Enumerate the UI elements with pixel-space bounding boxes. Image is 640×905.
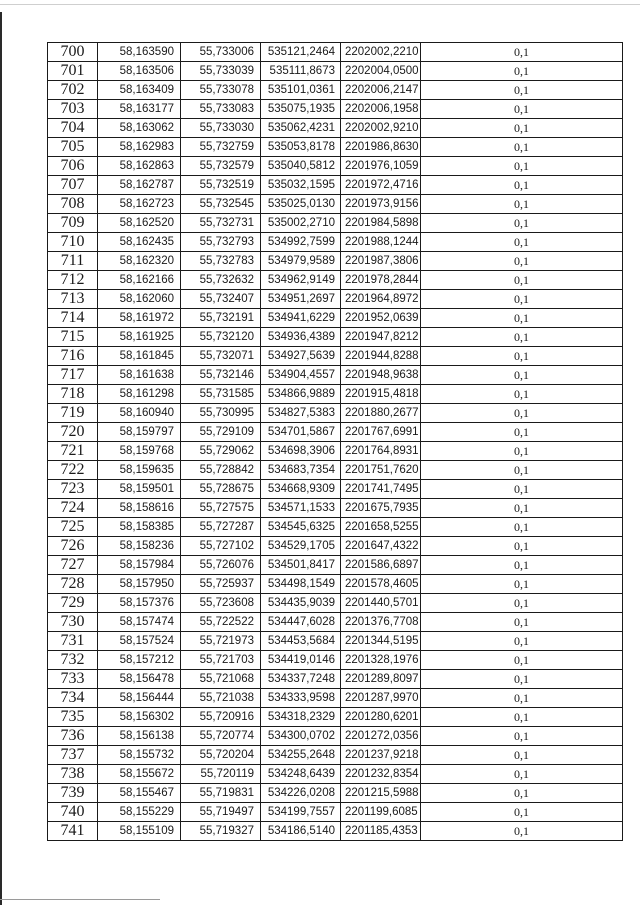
table-row bbox=[48, 632, 623, 651]
x-coordinate-cell: 535121,2464 bbox=[261, 43, 341, 62]
y-coordinate-cell: 2201647,4322 bbox=[341, 537, 421, 556]
point-number-cell: 707 bbox=[48, 176, 98, 195]
accuracy-cell: 0,1 bbox=[421, 537, 623, 556]
y-coordinate-cell: 2201915,4818 bbox=[341, 385, 421, 404]
latitude-cell: 58,161845 bbox=[98, 347, 181, 366]
point-number-cell: 712 bbox=[48, 271, 98, 290]
latitude-cell: 58,156478 bbox=[98, 670, 181, 689]
x-coordinate-cell: 535075,1935 bbox=[261, 100, 341, 119]
table-row bbox=[48, 575, 623, 594]
y-coordinate-cell: 2201741,7495 bbox=[341, 480, 421, 499]
table-row bbox=[48, 290, 623, 309]
latitude-cell: 58,162320 bbox=[98, 252, 181, 271]
latitude-cell: 58,155732 bbox=[98, 746, 181, 765]
y-coordinate-cell: 2201376,7708 bbox=[341, 613, 421, 632]
accuracy-cell: 0,1 bbox=[421, 214, 623, 233]
point-number-cell: 716 bbox=[48, 347, 98, 366]
latitude-cell: 58,156302 bbox=[98, 708, 181, 727]
y-coordinate-cell: 2201880,2677 bbox=[341, 404, 421, 423]
longitude-cell: 55,721973 bbox=[181, 632, 261, 651]
x-coordinate-cell: 534827,5383 bbox=[261, 404, 341, 423]
point-number-cell: 728 bbox=[48, 575, 98, 594]
longitude-cell: 55,719831 bbox=[181, 784, 261, 803]
y-coordinate-cell: 2201952,0639 bbox=[341, 309, 421, 328]
longitude-cell: 55,727287 bbox=[181, 518, 261, 537]
longitude-cell: 55,723608 bbox=[181, 594, 261, 613]
longitude-cell: 55,729109 bbox=[181, 423, 261, 442]
longitude-cell: 55,721038 bbox=[181, 689, 261, 708]
accuracy-cell: 0,1 bbox=[421, 784, 623, 803]
latitude-cell: 58,163177 bbox=[98, 100, 181, 119]
y-coordinate-cell: 2201751,7620 bbox=[341, 461, 421, 480]
table-row bbox=[48, 271, 623, 290]
x-coordinate-cell: 534571,1533 bbox=[261, 499, 341, 518]
x-coordinate-cell: 535053,8178 bbox=[261, 138, 341, 157]
point-number-cell: 726 bbox=[48, 537, 98, 556]
y-coordinate-cell: 2201973,9156 bbox=[341, 195, 421, 214]
longitude-cell: 55,720204 bbox=[181, 746, 261, 765]
point-number-cell: 706 bbox=[48, 157, 98, 176]
table-row bbox=[48, 309, 623, 328]
x-coordinate-cell: 535062,4231 bbox=[261, 119, 341, 138]
longitude-cell: 55,721068 bbox=[181, 670, 261, 689]
table-row bbox=[48, 670, 623, 689]
y-coordinate-cell: 2201289,8097 bbox=[341, 670, 421, 689]
point-number-cell: 709 bbox=[48, 214, 98, 233]
table-row bbox=[48, 157, 623, 176]
accuracy-cell: 0,1 bbox=[421, 613, 623, 632]
x-coordinate-cell: 534962,9149 bbox=[261, 271, 341, 290]
longitude-cell: 55,732759 bbox=[181, 138, 261, 157]
y-coordinate-cell: 2201984,5898 bbox=[341, 214, 421, 233]
x-coordinate-cell: 534668,9309 bbox=[261, 480, 341, 499]
longitude-cell: 55,732146 bbox=[181, 366, 261, 385]
accuracy-cell: 0,1 bbox=[421, 765, 623, 784]
y-coordinate-cell: 2201199,6085 bbox=[341, 803, 421, 822]
point-number-cell: 731 bbox=[48, 632, 98, 651]
point-number-cell: 734 bbox=[48, 689, 98, 708]
accuracy-cell: 0,1 bbox=[421, 822, 623, 841]
y-coordinate-cell: 2201767,6991 bbox=[341, 423, 421, 442]
table-row bbox=[48, 746, 623, 765]
accuracy-cell: 0,1 bbox=[421, 138, 623, 157]
latitude-cell: 58,162520 bbox=[98, 214, 181, 233]
longitude-cell: 55,720119 bbox=[181, 765, 261, 784]
latitude-cell: 58,159635 bbox=[98, 461, 181, 480]
y-coordinate-cell: 2201978,2844 bbox=[341, 271, 421, 290]
x-coordinate-cell: 534447,6028 bbox=[261, 613, 341, 632]
table-row bbox=[48, 613, 623, 632]
x-coordinate-cell: 534936,4389 bbox=[261, 328, 341, 347]
accuracy-cell: 0,1 bbox=[421, 689, 623, 708]
longitude-cell: 55,732519 bbox=[181, 176, 261, 195]
longitude-cell: 55,726076 bbox=[181, 556, 261, 575]
table-row bbox=[48, 442, 623, 461]
table-row bbox=[48, 803, 623, 822]
latitude-cell: 58,159797 bbox=[98, 423, 181, 442]
point-number-cell: 725 bbox=[48, 518, 98, 537]
x-coordinate-cell: 534941,6229 bbox=[261, 309, 341, 328]
latitude-cell: 58,157376 bbox=[98, 594, 181, 613]
coordinates-table bbox=[47, 42, 623, 841]
table-row bbox=[48, 708, 623, 727]
latitude-cell: 58,162166 bbox=[98, 271, 181, 290]
longitude-cell: 55,719497 bbox=[181, 803, 261, 822]
table-row bbox=[48, 119, 623, 138]
table-row bbox=[48, 100, 623, 119]
table-row bbox=[48, 556, 623, 575]
y-coordinate-cell: 2201675,7935 bbox=[341, 499, 421, 518]
y-coordinate-cell: 2201237,9218 bbox=[341, 746, 421, 765]
y-coordinate-cell: 2202004,0500 bbox=[341, 62, 421, 81]
point-number-cell: 702 bbox=[48, 81, 98, 100]
point-number-cell: 718 bbox=[48, 385, 98, 404]
latitude-cell: 58,157984 bbox=[98, 556, 181, 575]
y-coordinate-cell: 2202006,1958 bbox=[341, 100, 421, 119]
latitude-cell: 58,155229 bbox=[98, 803, 181, 822]
x-coordinate-cell: 534435,9039 bbox=[261, 594, 341, 613]
longitude-cell: 55,733083 bbox=[181, 100, 261, 119]
accuracy-cell: 0,1 bbox=[421, 290, 623, 309]
latitude-cell: 58,163506 bbox=[98, 62, 181, 81]
point-number-cell: 715 bbox=[48, 328, 98, 347]
longitude-cell: 55,732632 bbox=[181, 271, 261, 290]
y-coordinate-cell: 2201232,8354 bbox=[341, 765, 421, 784]
point-number-cell: 720 bbox=[48, 423, 98, 442]
point-number-cell: 722 bbox=[48, 461, 98, 480]
x-coordinate-cell: 535040,5812 bbox=[261, 157, 341, 176]
point-number-cell: 740 bbox=[48, 803, 98, 822]
accuracy-cell: 0,1 bbox=[421, 43, 623, 62]
y-coordinate-cell: 2201578,4605 bbox=[341, 575, 421, 594]
x-coordinate-cell: 534337,7248 bbox=[261, 670, 341, 689]
accuracy-cell: 0,1 bbox=[421, 480, 623, 499]
accuracy-cell: 0,1 bbox=[421, 176, 623, 195]
latitude-cell: 58,157524 bbox=[98, 632, 181, 651]
longitude-cell: 55,733078 bbox=[181, 81, 261, 100]
scan-left-edge bbox=[0, 12, 2, 905]
latitude-cell: 58,162435 bbox=[98, 233, 181, 252]
y-coordinate-cell: 2201944,8288 bbox=[341, 347, 421, 366]
y-coordinate-cell: 2201658,5255 bbox=[341, 518, 421, 537]
y-coordinate-cell: 2201987,3806 bbox=[341, 252, 421, 271]
longitude-cell: 55,732191 bbox=[181, 309, 261, 328]
point-number-cell: 703 bbox=[48, 100, 98, 119]
x-coordinate-cell: 534453,5684 bbox=[261, 632, 341, 651]
point-number-cell: 711 bbox=[48, 252, 98, 271]
x-coordinate-cell: 534992,7599 bbox=[261, 233, 341, 252]
latitude-cell: 58,161972 bbox=[98, 309, 181, 328]
latitude-cell: 58,163062 bbox=[98, 119, 181, 138]
table-row bbox=[48, 499, 623, 518]
point-number-cell: 730 bbox=[48, 613, 98, 632]
accuracy-cell: 0,1 bbox=[421, 157, 623, 176]
latitude-cell: 58,157950 bbox=[98, 575, 181, 594]
latitude-cell: 58,161925 bbox=[98, 328, 181, 347]
y-coordinate-cell: 2201215,5988 bbox=[341, 784, 421, 803]
point-number-cell: 724 bbox=[48, 499, 98, 518]
accuracy-cell: 0,1 bbox=[421, 727, 623, 746]
latitude-cell: 58,158616 bbox=[98, 499, 181, 518]
x-coordinate-cell: 534529,1705 bbox=[261, 537, 341, 556]
y-coordinate-cell: 2201287,9970 bbox=[341, 689, 421, 708]
latitude-cell: 58,163590 bbox=[98, 43, 181, 62]
table-row bbox=[48, 480, 623, 499]
table-row bbox=[48, 347, 623, 366]
x-coordinate-cell: 534318,2329 bbox=[261, 708, 341, 727]
y-coordinate-cell: 2201948,9638 bbox=[341, 366, 421, 385]
longitude-cell: 55,732783 bbox=[181, 252, 261, 271]
x-coordinate-cell: 534927,5639 bbox=[261, 347, 341, 366]
longitude-cell: 55,721703 bbox=[181, 651, 261, 670]
table-row bbox=[48, 423, 623, 442]
longitude-cell: 55,732071 bbox=[181, 347, 261, 366]
scan-top-edge bbox=[0, 4, 640, 5]
latitude-cell: 58,159768 bbox=[98, 442, 181, 461]
accuracy-cell: 0,1 bbox=[421, 556, 623, 575]
longitude-cell: 55,725937 bbox=[181, 575, 261, 594]
x-coordinate-cell: 534866,9889 bbox=[261, 385, 341, 404]
y-coordinate-cell: 2201976,1059 bbox=[341, 157, 421, 176]
longitude-cell: 55,720774 bbox=[181, 727, 261, 746]
point-number-cell: 736 bbox=[48, 727, 98, 746]
x-coordinate-cell: 534255,2648 bbox=[261, 746, 341, 765]
table-row bbox=[48, 822, 623, 841]
accuracy-cell: 0,1 bbox=[421, 746, 623, 765]
longitude-cell: 55,727575 bbox=[181, 499, 261, 518]
point-number-cell: 719 bbox=[48, 404, 98, 423]
accuracy-cell: 0,1 bbox=[421, 461, 623, 480]
table-row bbox=[48, 727, 623, 746]
longitude-cell: 55,732579 bbox=[181, 157, 261, 176]
x-coordinate-cell: 534951,2697 bbox=[261, 290, 341, 309]
point-number-cell: 723 bbox=[48, 480, 98, 499]
longitude-cell: 55,729062 bbox=[181, 442, 261, 461]
latitude-cell: 58,161298 bbox=[98, 385, 181, 404]
accuracy-cell: 0,1 bbox=[421, 632, 623, 651]
table-row bbox=[48, 366, 623, 385]
x-coordinate-cell: 534419,0146 bbox=[261, 651, 341, 670]
point-number-cell: 700 bbox=[48, 43, 98, 62]
latitude-cell: 58,156444 bbox=[98, 689, 181, 708]
point-number-cell: 737 bbox=[48, 746, 98, 765]
accuracy-cell: 0,1 bbox=[421, 195, 623, 214]
latitude-cell: 58,155672 bbox=[98, 765, 181, 784]
accuracy-cell: 0,1 bbox=[421, 328, 623, 347]
x-coordinate-cell: 535111,8673 bbox=[261, 62, 341, 81]
accuracy-cell: 0,1 bbox=[421, 233, 623, 252]
point-number-cell: 705 bbox=[48, 138, 98, 157]
x-coordinate-cell: 534300,0702 bbox=[261, 727, 341, 746]
table-row bbox=[48, 43, 623, 62]
point-number-cell: 741 bbox=[48, 822, 98, 841]
longitude-cell: 55,732407 bbox=[181, 290, 261, 309]
latitude-cell: 58,159501 bbox=[98, 480, 181, 499]
table-row bbox=[48, 537, 623, 556]
accuracy-cell: 0,1 bbox=[421, 366, 623, 385]
x-coordinate-cell: 535101,0361 bbox=[261, 81, 341, 100]
longitude-cell: 55,720916 bbox=[181, 708, 261, 727]
point-number-cell: 710 bbox=[48, 233, 98, 252]
table-row bbox=[48, 176, 623, 195]
latitude-cell: 58,162863 bbox=[98, 157, 181, 176]
latitude-cell: 58,155109 bbox=[98, 822, 181, 841]
x-coordinate-cell: 534904,4557 bbox=[261, 366, 341, 385]
latitude-cell: 58,157474 bbox=[98, 613, 181, 632]
y-coordinate-cell: 2201440,5701 bbox=[341, 594, 421, 613]
accuracy-cell: 0,1 bbox=[421, 499, 623, 518]
table-row bbox=[48, 651, 623, 670]
accuracy-cell: 0,1 bbox=[421, 81, 623, 100]
x-coordinate-cell: 534501,8417 bbox=[261, 556, 341, 575]
x-coordinate-cell: 534226,0208 bbox=[261, 784, 341, 803]
accuracy-cell: 0,1 bbox=[421, 708, 623, 727]
table-row bbox=[48, 689, 623, 708]
point-number-cell: 735 bbox=[48, 708, 98, 727]
accuracy-cell: 0,1 bbox=[421, 309, 623, 328]
x-coordinate-cell: 534698,3906 bbox=[261, 442, 341, 461]
accuracy-cell: 0,1 bbox=[421, 594, 623, 613]
point-number-cell: 727 bbox=[48, 556, 98, 575]
y-coordinate-cell: 2201185,4353 bbox=[341, 822, 421, 841]
table-row bbox=[48, 385, 623, 404]
longitude-cell: 55,722522 bbox=[181, 613, 261, 632]
table-row bbox=[48, 461, 623, 480]
accuracy-cell: 0,1 bbox=[421, 404, 623, 423]
accuracy-cell: 0,1 bbox=[421, 803, 623, 822]
latitude-cell: 58,156138 bbox=[98, 727, 181, 746]
longitude-cell: 55,733039 bbox=[181, 62, 261, 81]
accuracy-cell: 0,1 bbox=[421, 518, 623, 537]
y-coordinate-cell: 2202006,2147 bbox=[341, 81, 421, 100]
point-number-cell: 732 bbox=[48, 651, 98, 670]
table-row bbox=[48, 404, 623, 423]
table-row bbox=[48, 62, 623, 81]
point-number-cell: 717 bbox=[48, 366, 98, 385]
y-coordinate-cell: 2201947,8212 bbox=[341, 328, 421, 347]
latitude-cell: 58,157212 bbox=[98, 651, 181, 670]
longitude-cell: 55,733030 bbox=[181, 119, 261, 138]
accuracy-cell: 0,1 bbox=[421, 442, 623, 461]
x-coordinate-cell: 535002,2710 bbox=[261, 214, 341, 233]
latitude-cell: 58,162787 bbox=[98, 176, 181, 195]
point-number-cell: 721 bbox=[48, 442, 98, 461]
point-number-cell: 729 bbox=[48, 594, 98, 613]
table-row bbox=[48, 214, 623, 233]
y-coordinate-cell: 2201280,6201 bbox=[341, 708, 421, 727]
table-row bbox=[48, 233, 623, 252]
x-coordinate-cell: 534979,9589 bbox=[261, 252, 341, 271]
y-coordinate-cell: 2201988,1244 bbox=[341, 233, 421, 252]
y-coordinate-cell: 2202002,9210 bbox=[341, 119, 421, 138]
latitude-cell: 58,155467 bbox=[98, 784, 181, 803]
y-coordinate-cell: 2201986,8630 bbox=[341, 138, 421, 157]
longitude-cell: 55,731585 bbox=[181, 385, 261, 404]
y-coordinate-cell: 2201964,8972 bbox=[341, 290, 421, 309]
latitude-cell: 58,161638 bbox=[98, 366, 181, 385]
point-number-cell: 733 bbox=[48, 670, 98, 689]
accuracy-cell: 0,1 bbox=[421, 252, 623, 271]
longitude-cell: 55,733006 bbox=[181, 43, 261, 62]
longitude-cell: 55,719327 bbox=[181, 822, 261, 841]
x-coordinate-cell: 534248,6439 bbox=[261, 765, 341, 784]
longitude-cell: 55,730995 bbox=[181, 404, 261, 423]
x-coordinate-cell: 534199,7557 bbox=[261, 803, 341, 822]
y-coordinate-cell: 2201344,5195 bbox=[341, 632, 421, 651]
x-coordinate-cell: 534498,1549 bbox=[261, 575, 341, 594]
accuracy-cell: 0,1 bbox=[421, 385, 623, 404]
table-row bbox=[48, 81, 623, 100]
table-row bbox=[48, 594, 623, 613]
y-coordinate-cell: 2201328,1976 bbox=[341, 651, 421, 670]
longitude-cell: 55,728675 bbox=[181, 480, 261, 499]
latitude-cell: 58,162723 bbox=[98, 195, 181, 214]
y-coordinate-cell: 2201272,0356 bbox=[341, 727, 421, 746]
accuracy-cell: 0,1 bbox=[421, 423, 623, 442]
latitude-cell: 58,163409 bbox=[98, 81, 181, 100]
accuracy-cell: 0,1 bbox=[421, 670, 623, 689]
longitude-cell: 55,732793 bbox=[181, 233, 261, 252]
table-row bbox=[48, 195, 623, 214]
accuracy-cell: 0,1 bbox=[421, 651, 623, 670]
point-number-cell: 704 bbox=[48, 119, 98, 138]
coordinates-table-body bbox=[48, 43, 623, 841]
x-coordinate-cell: 534701,5867 bbox=[261, 423, 341, 442]
x-coordinate-cell: 534186,5140 bbox=[261, 822, 341, 841]
table-row bbox=[48, 765, 623, 784]
longitude-cell: 55,732545 bbox=[181, 195, 261, 214]
accuracy-cell: 0,1 bbox=[421, 347, 623, 366]
x-coordinate-cell: 534545,6325 bbox=[261, 518, 341, 537]
accuracy-cell: 0,1 bbox=[421, 575, 623, 594]
longitude-cell: 55,732120 bbox=[181, 328, 261, 347]
y-coordinate-cell: 2201972,4716 bbox=[341, 176, 421, 195]
x-coordinate-cell: 534683,7354 bbox=[261, 461, 341, 480]
point-number-cell: 701 bbox=[48, 62, 98, 81]
longitude-cell: 55,732731 bbox=[181, 214, 261, 233]
y-coordinate-cell: 2202002,2210 bbox=[341, 43, 421, 62]
y-coordinate-cell: 2201764,8931 bbox=[341, 442, 421, 461]
x-coordinate-cell: 535025,0130 bbox=[261, 195, 341, 214]
accuracy-cell: 0,1 bbox=[421, 100, 623, 119]
point-number-cell: 714 bbox=[48, 309, 98, 328]
latitude-cell: 58,158385 bbox=[98, 518, 181, 537]
y-coordinate-cell: 2201586,6897 bbox=[341, 556, 421, 575]
table-row bbox=[48, 518, 623, 537]
accuracy-cell: 0,1 bbox=[421, 119, 623, 138]
longitude-cell: 55,727102 bbox=[181, 537, 261, 556]
latitude-cell: 58,162983 bbox=[98, 138, 181, 157]
latitude-cell: 58,158236 bbox=[98, 537, 181, 556]
table-row bbox=[48, 252, 623, 271]
x-coordinate-cell: 535032,1595 bbox=[261, 176, 341, 195]
point-number-cell: 708 bbox=[48, 195, 98, 214]
table-row bbox=[48, 138, 623, 157]
latitude-cell: 58,160940 bbox=[98, 404, 181, 423]
table-row bbox=[48, 784, 623, 803]
scan-bottom-edge bbox=[0, 899, 160, 900]
accuracy-cell: 0,1 bbox=[421, 62, 623, 81]
table-row bbox=[48, 328, 623, 347]
point-number-cell: 739 bbox=[48, 784, 98, 803]
accuracy-cell: 0,1 bbox=[421, 271, 623, 290]
x-coordinate-cell: 534333,9598 bbox=[261, 689, 341, 708]
latitude-cell: 58,162060 bbox=[98, 290, 181, 309]
longitude-cell: 55,728842 bbox=[181, 461, 261, 480]
point-number-cell: 713 bbox=[48, 290, 98, 309]
point-number-cell: 738 bbox=[48, 765, 98, 784]
